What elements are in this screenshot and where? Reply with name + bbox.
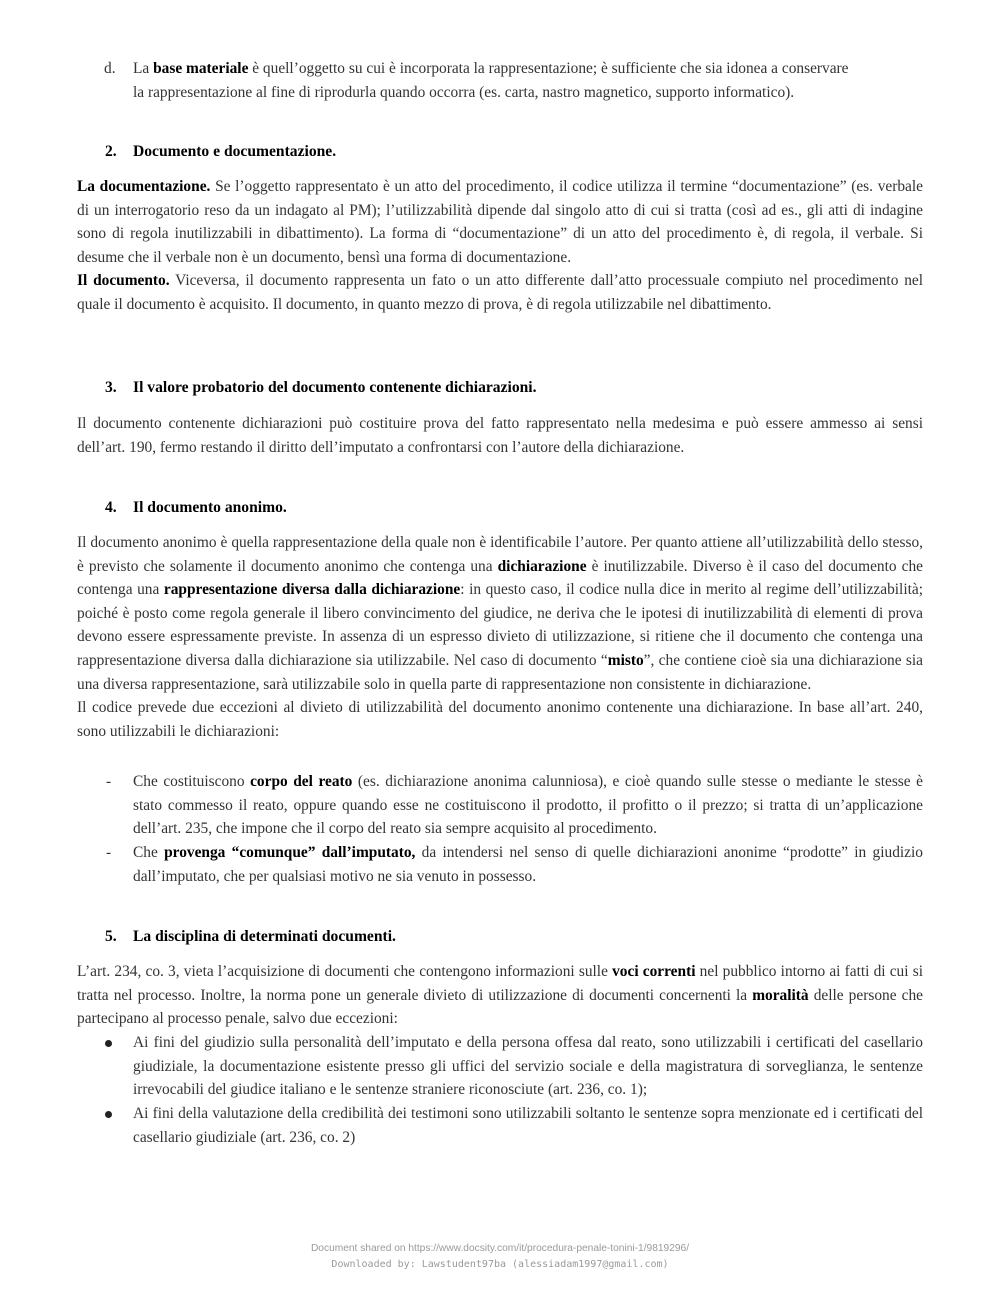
paragraph-text: è inutilizzabile. Diverso è il caso del documento che contenga una <box>77 557 924 599</box>
section-heading-4 <box>105 496 287 520</box>
paragraph-documento-anonimo <box>77 531 923 696</box>
list-dash-marker: - <box>106 773 112 790</box>
list-item-text: Che <box>133 844 165 861</box>
term-misto: misto <box>607 651 644 669</box>
list-item-credibilita-testimoni: Ai fini della valutazione della credibilità dei testimoni sono utilizzabili soltanto le sentenze sopra menzionate ed i certificati del casellario giudiziale (art. 236, co. 2) <box>133 1105 923 1146</box>
term-rappresentazione-diversa: rappresentazione diversa dalla dichiarazione <box>163 581 461 599</box>
section-number: 3. <box>105 379 117 396</box>
section-2-body <box>77 175 923 317</box>
footer-shared-link[interactable]: Document shared on https://www.docsity.com/it/procedura-penale-tonini-1/9819296/ <box>310 1243 690 1254</box>
bullet-icon <box>105 1111 112 1118</box>
term-documentazione: La documentazione. <box>77 178 211 195</box>
section-title: Il valore probatorio del documento contenente dichiarazioni. <box>133 379 537 396</box>
paragraph-text: nel pubblico intorno ai fatti di cui si tratta nel processo. Inoltre, la norma pone un generale divieto di utilizzazione di documenti concernenti la <box>77 963 923 1004</box>
section-3-body <box>77 412 923 459</box>
term-base-materiale: base materiale <box>153 60 249 77</box>
paragraph-documento <box>77 269 923 316</box>
term-moralita: moralità <box>752 986 809 1004</box>
list-item-text: (es. dichiarazione anonima calunniosa), e cioè quando sulle stesse o mediante le stesse è stato commesso il reato, oppure quando esse ne costituiscono il prodotto, il profitto o il prezzo; si tratta di un’applicazione dell’art. 235, che impone che il corpo del reato sia sempre acquisito al procedimento. <box>133 773 923 838</box>
item-d-pre: La <box>133 60 154 77</box>
paragraph-documentazione <box>77 175 923 269</box>
section-heading-2 <box>105 140 336 164</box>
list-item-text: da intendersi nel senso di quelle dichiarazioni anonime “prodotte” in giudizio dall’imputato, che per qualsiasi motivo ne sia venuto in possesso. <box>133 844 923 885</box>
section-title: Il documento anonimo. <box>133 499 287 516</box>
footer-downloaded-by: Downloaded by: Lawstudent97ba (alessiadam1997@gmail.com) <box>331 1259 669 1270</box>
paragraph-text: Se l’oggetto rappresentato è un atto del procedimento, il codice utilizza il termine “documentazione” (es. verbale di un interrogatorio reso da un indagato al PM); l’utilizzabilità dipende dal singolo atto di cui si tratta (così ad es., gli atti di indagine sono di regola inutilizzabili in dibattimento). La forma di “documentazione” di un atto del procedimento è, di regola, il verbale. Si desume che il verbale non è un documento, bensì una forma di documentazione. <box>77 178 923 266</box>
list-dash-marker: - <box>106 844 112 861</box>
term-corpo-del-reato: corpo del reato <box>250 773 353 790</box>
paragraph-valore-probatorio: Il documento contenente dichiarazioni può costituire prova del fatto rappresentato nella medesima e può essere ammesso ai sensi dell’art. 190, fermo restando il diritto dell’imputato a confrontarsi con l’autore della dichiarazione. <box>77 415 923 456</box>
item-d-line1: è quell’oggetto su cui è incorporata la rappresentazione; è sufficiente che sia idonea a conservare <box>248 60 849 77</box>
paragraph-disciplina <box>77 960 923 1031</box>
paragraph-text: delle persone che partecipano al processo penale, salvo due eccezioni: <box>77 986 923 1028</box>
list-item-giudizio-personalita: Ai fini del giudizio sulla personalità dell’imputato e della persona offesa dal reato, sono utilizzabili i certificati del casellario giudiziale, la documentazione esistente presso gli uffici del servizio sociale e della magistratura di sorveglianza, le sentenze irrevocabili del giudice italiano e le sentenze straniere riconosciute (art. 236, co. 1); <box>133 1034 923 1099</box>
item-d-line2: la rappresentazione al fine di riprodurla quando occorra (es. carta, nastro magnetico, supporto informatico). <box>133 83 795 101</box>
paragraph-text: ”, che contiene cioè sia una dichiarazione sia una diversa rappresentazione, sarà utilizzabile solo in quella parte di rappresentazione non consistente in dichiarazione. <box>77 651 923 693</box>
section-title: La disciplina di determinati documenti. <box>133 928 396 945</box>
bullet-icon <box>105 1040 112 1047</box>
section-number: 2. <box>105 143 117 160</box>
section-title: Documento e documentazione. <box>133 143 337 160</box>
list-item-provenga-imputato <box>133 841 923 888</box>
section-5-body <box>77 960 923 1031</box>
list-item-d <box>133 57 923 104</box>
list-marker-d: d. <box>104 60 116 77</box>
list-item-corpo-del-reato <box>133 770 923 841</box>
term-dichiarazione: dichiarazione <box>497 557 587 575</box>
section-4-body <box>77 531 923 743</box>
term-documento: Il documento. <box>77 272 170 290</box>
section-number: 5. <box>105 928 117 945</box>
section-heading-5 <box>105 925 396 949</box>
paragraph-eccezioni: Il codice prevede due eccezioni al divieto di utilizzabilità del documento anonimo contenente una dichiarazione. In base all’art. 240, sono utilizzabili le dichiarazioni: <box>77 699 923 740</box>
list-item-text: Che costituiscono <box>133 773 251 790</box>
paragraph-text: L’art. 234, co. 3, vieta l’acquisizione di documenti che contengono informazioni sulle <box>77 963 613 980</box>
section-number: 4. <box>105 499 117 516</box>
section-heading-3 <box>105 376 537 400</box>
paragraph-text: Viceversa, il documento rappresenta un fato o un atto differente dall’atto processuale compiuto nel procedimento nel quale il documento è acquisito. Il documento, in quanto mezzo di prova, è di regola utilizzabile nel dibattimento. <box>77 272 924 313</box>
paragraph-text: Il documento anonimo è quella rappresentazione della quale non è identificabile l’autore. Per quanto attiene all’utilizzabilità dello stesso, è previsto che solamente il documento anonimo che contenga una <box>77 534 923 575</box>
term-voci-correnti: voci correnti <box>612 963 696 980</box>
term-provenga-comunque: provenga “comunque” dall’imputato, <box>164 844 416 861</box>
paragraph-text: : in questo caso, il codice nulla dice in merito al regime dell’utilizzabilità; poiché è posto come regola generale il libero convincimento del giudice, ne deriva che le ipotesi di inutilizzabilità di elementi di prova devono essere espressamente previste. In assenza di un espresso divieto di utilizzazione, si ritiene che il documento che contenga una rappresentazione diversa dalla dichiarazione sia utilizzabile. Nel caso di documento “ <box>77 581 923 669</box>
